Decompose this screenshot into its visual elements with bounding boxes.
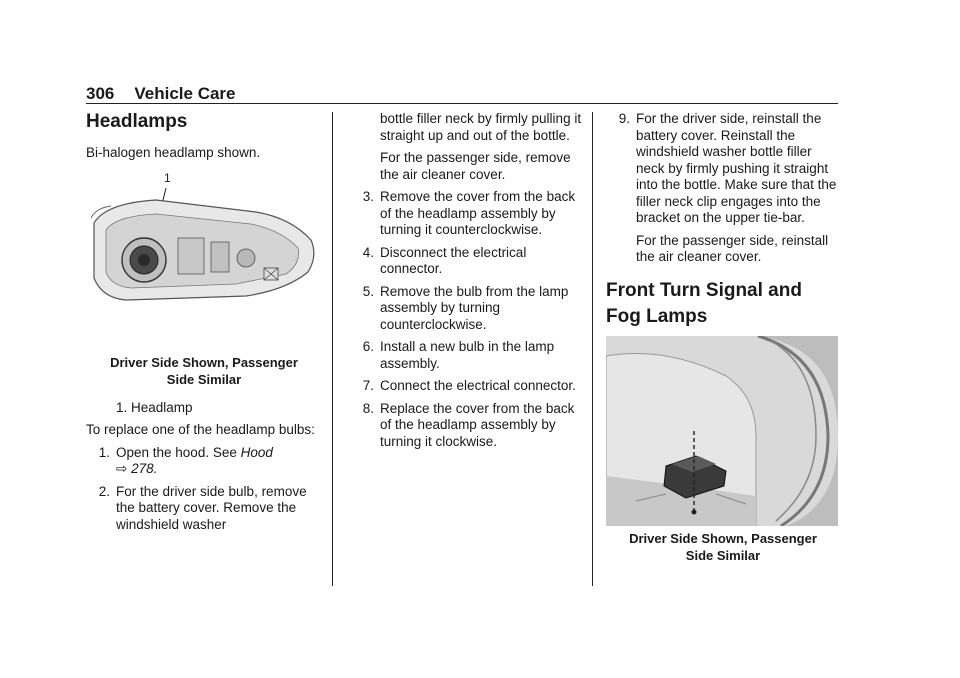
column-3 xyxy=(606,111,840,564)
column-1 xyxy=(86,111,322,539)
steps-list-3 xyxy=(606,111,840,266)
callout-legend: 1. Headlamp xyxy=(116,399,193,415)
hood-reference-link[interactable]: Hood xyxy=(240,444,273,460)
section-title: Vehicle Care xyxy=(134,84,236,103)
page-number: 306 xyxy=(86,84,115,103)
headlamp-illustration xyxy=(86,168,322,348)
column-divider-1 xyxy=(332,112,333,586)
list-item: 5. Remove the bulb from the lamp assembly by turning counterclockwise. xyxy=(362,283,569,332)
passenger-note: For the passenger side, remove the air cleaner cover. xyxy=(380,150,571,182)
headlamp-caption: Driver Side Shown, Passenger Side Similar xyxy=(110,354,298,387)
list-item: 2. For the driver side bulb, remove the battery cover. Remove the windshield washer xyxy=(98,483,307,532)
list-item: 9. For the driver side, reinstall the battery cover. Reinstall the windshield washer bottle filler neck by firmly pushing it straight into the bottle. Make sure that the filler neck clip engages into the bracket on the upper tie-bar. For the passenger side, reinstall the air cleaner cover. xyxy=(606,111,840,266)
headlamps-intro: Bi-halogen headlamp shown. xyxy=(86,145,261,160)
fog-lamps-heading: Front Turn Signal and Fog Lamps xyxy=(606,279,802,327)
column-divider-2 xyxy=(592,112,593,586)
replace-intro: To replace one of the headlamp bulbs: xyxy=(86,422,315,437)
list-item: 3. Remove the cover from the back of the headlamp assembly by turning it counterclockwise. xyxy=(362,189,576,237)
steps-list-2 xyxy=(350,189,582,450)
list-item: 7. Connect the electrical connector. xyxy=(362,378,576,393)
step-9-note: For the passenger side, reinstall the air cleaner cover. xyxy=(636,232,829,264)
page-ref-icon: ⇨ xyxy=(116,461,128,476)
headlamps-heading: Headlamps xyxy=(86,111,188,132)
callout-number: 1 xyxy=(164,170,171,185)
list-item: 8. Replace the cover from the back of the headlamp assembly by turning it clockwise. xyxy=(362,400,575,449)
list-item: 6. Install a new bulb in the lamp assembly. xyxy=(362,339,555,371)
list-item: 1. Open the hood. See Hood ⇨ 278. xyxy=(98,444,273,476)
column-2 xyxy=(350,111,582,456)
header-rule xyxy=(86,103,838,104)
hood-page-ref[interactable]: 278. xyxy=(131,461,158,476)
fog-lamp-illustration xyxy=(606,336,838,526)
fog-lamp-caption: Driver Side Shown, Passenger Side Similar xyxy=(629,530,817,563)
page-header xyxy=(86,84,236,104)
steps-list-1 xyxy=(86,445,322,534)
step-2-continuation: bottle filler neck by firmly pulling it straight up and out of the bottle. xyxy=(380,111,582,143)
list-item: 4. Disconnect the electrical connector. xyxy=(362,244,527,276)
